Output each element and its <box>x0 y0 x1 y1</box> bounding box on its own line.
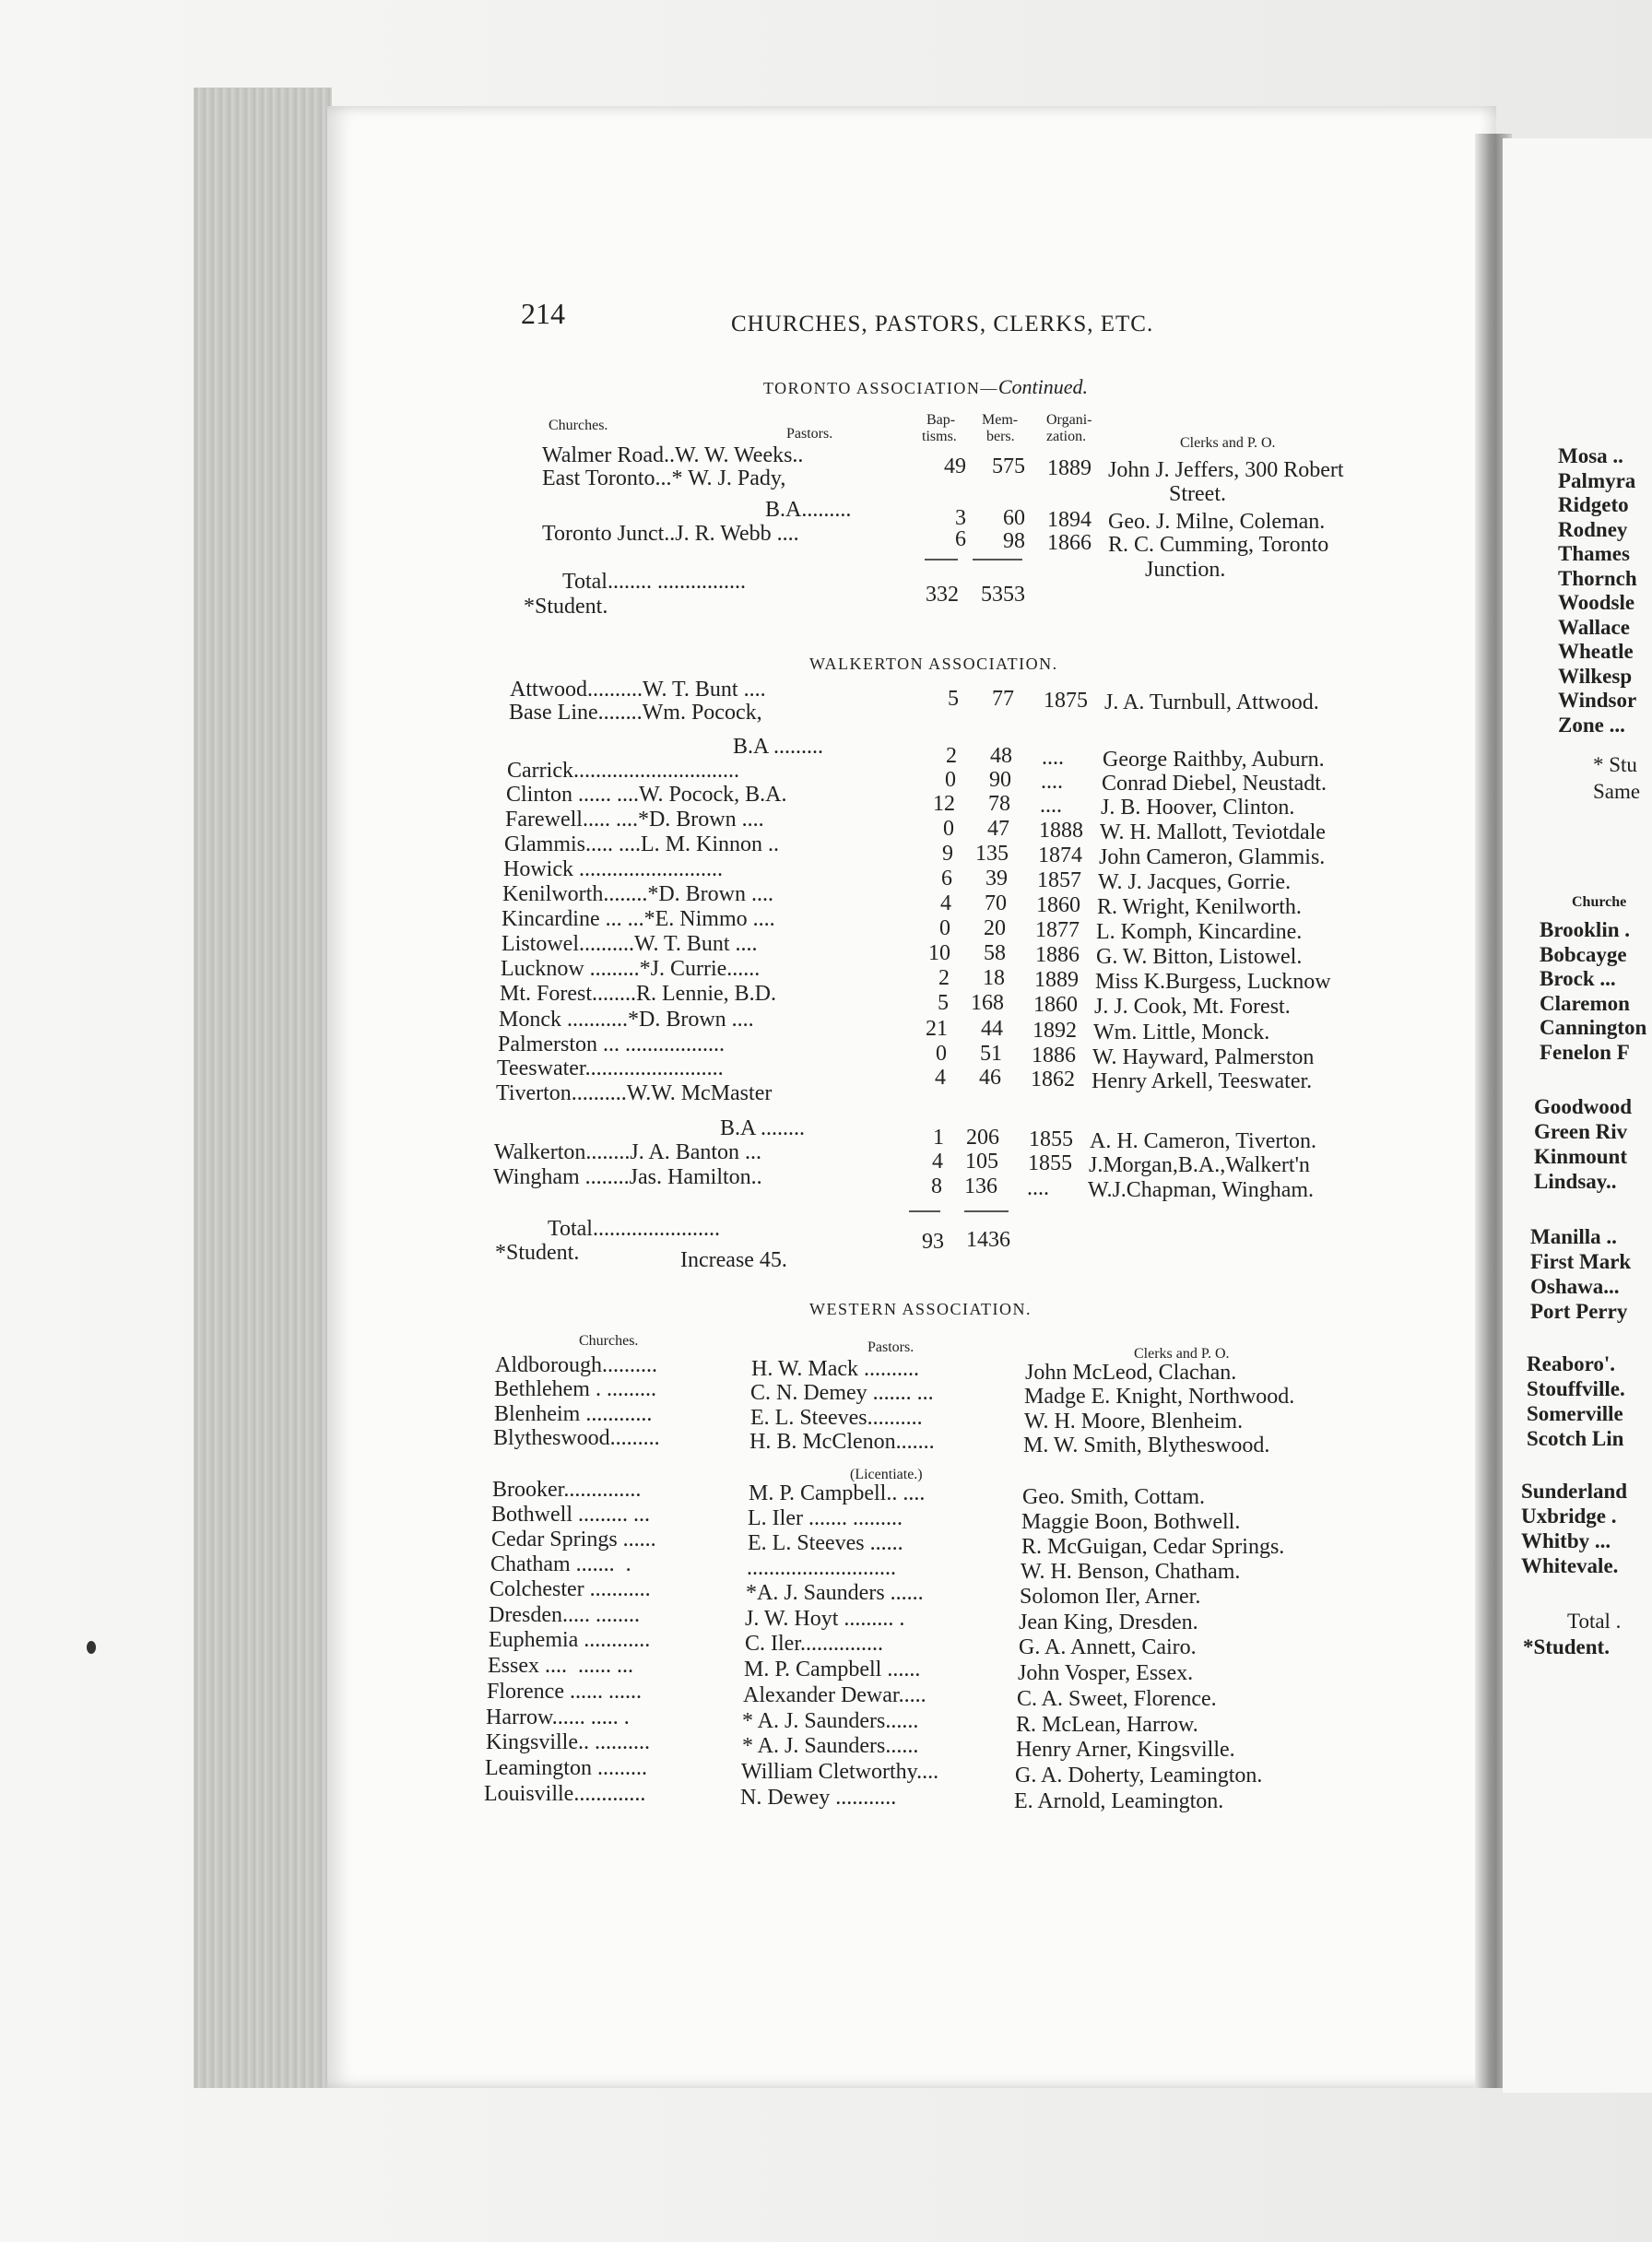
facing-list-item: Cannington <box>1540 1016 1647 1039</box>
western-pastor-cell: ........................... <box>747 1556 896 1580</box>
western-clerk-cell: W. H. Benson, Chatham. <box>1021 1560 1241 1584</box>
organization-cell: .... <box>1042 746 1064 770</box>
clerk-cell: W.J.Chapman, Wingham. <box>1088 1178 1315 1202</box>
members-cell: 18 <box>983 966 1005 990</box>
facing-list-item: Sunderland <box>1521 1480 1628 1503</box>
facing-list-item: Green Riv <box>1534 1120 1628 1143</box>
table-row: Mt. Forest........R. Lennie, B.D. <box>500 982 776 1006</box>
clerk-cell: Henry Arkell, Teeswater. <box>1092 1069 1313 1093</box>
clerk-cell: L. Komph, Kincardine. <box>1096 920 1303 944</box>
baptisms-cell: 9 <box>942 842 953 866</box>
western-clerk-cell: Geo. Smith, Cottam. <box>1022 1485 1205 1509</box>
western-church-cell: Bothwell ......... ... <box>491 1503 650 1527</box>
col-members-1: Mem- <box>982 412 1019 428</box>
page-stack-edge <box>194 88 332 2088</box>
western-pastor-cell: C. N. Demey ....... ... <box>750 1381 934 1405</box>
members-cell: 20 <box>984 916 1006 940</box>
table-row: Listowel..........W. T. Bunt .... <box>502 932 758 956</box>
western-clerk-cell: G. A. Annett, Cairo. <box>1019 1635 1197 1659</box>
organization-cell: 1886 <box>1032 1044 1076 1068</box>
baptisms-cell: 2 <box>938 966 950 990</box>
facing-list-item: Woodsle <box>1558 591 1635 614</box>
members-cell: 135 <box>975 842 1009 866</box>
western-church-cell: Harrow...... ..... . <box>486 1705 630 1729</box>
clerk-cell: W. H. Mallott, Teviotdale <box>1100 820 1326 844</box>
western-pastor-cell: J. W. Hoyt ......... . <box>745 1607 905 1631</box>
baptisms-cell: 0 <box>936 1042 947 1066</box>
western-church-cell: Cedar Springs ...... <box>491 1528 656 1552</box>
total-rule <box>909 1210 940 1212</box>
western-clerk-cell: E. Arnold, Leamington. <box>1014 1789 1224 1813</box>
baptisms-cell: 0 <box>945 768 956 792</box>
organization-cell: 1862 <box>1031 1068 1075 1092</box>
clerk-cell: Wm. Little, Monck. <box>1093 1021 1270 1044</box>
facing-list-item: Wallace <box>1558 615 1630 639</box>
facing-list-item: Goodwood <box>1534 1095 1633 1118</box>
western-clerk-cell: Solomon Iler, Arner. <box>1020 1585 1201 1609</box>
table-row: Howick .......................... <box>503 857 723 881</box>
western-pastor-cell: William Cletworthy.... <box>741 1760 939 1784</box>
western-pastor-cell: C. Iler............... <box>745 1632 883 1656</box>
facing-list-item: Lindsay.. <box>1534 1170 1617 1193</box>
baptisms-cell: 4 <box>932 1150 943 1174</box>
clerk-cell: J. A. Turnbull, Attwood. <box>1104 690 1319 714</box>
col-clerks: Clerks and P. O. <box>1180 435 1276 451</box>
western-clerk-cell: R. McGuigan, Cedar Springs. <box>1021 1535 1285 1559</box>
table-row: Walkerton........J. A. Banton ... <box>494 1140 762 1164</box>
table-row: Clinton ...... ....W. Pocock, B.A. <box>506 783 787 807</box>
clerk-cell: J.Morgan,B.A.,Walkert'n <box>1089 1153 1310 1177</box>
western-pastor-cell: H. B. McClenon....... <box>749 1430 935 1454</box>
members-cell: 77 <box>992 687 1014 711</box>
table-row: Farewell..... ....*D. Brown .... <box>505 808 764 832</box>
western-church-cell: Aldborough.......... <box>495 1353 657 1377</box>
col-baptisms-2: tisms. <box>922 429 957 444</box>
members-cell: 90 <box>989 768 1011 792</box>
members-cell: 78 <box>988 792 1010 816</box>
baptisms-cell: 0 <box>943 817 954 841</box>
clerk-cell: A. H. Cameron, Tiverton. <box>1090 1129 1316 1153</box>
western-pastor-cell: M. P. Campbell ...... <box>744 1658 921 1682</box>
organization-cell: 1857 <box>1037 868 1081 892</box>
organization-cell: 1888 <box>1039 819 1083 843</box>
members-cell: 44 <box>981 1017 1003 1041</box>
toronto-total-baptisms: 332 <box>926 583 959 607</box>
western-clerk-cell: W. H. Moore, Blenheim. <box>1024 1410 1244 1434</box>
col-baptisms-1: Bap- <box>926 412 956 428</box>
western-church-cell: Blytheswood......... <box>493 1426 660 1450</box>
western-pastor-cell: E. L. Steeves ...... <box>748 1531 903 1555</box>
western-pastor-cell: L. Iler ....... ......... <box>748 1506 903 1530</box>
western-clerk-cell: Maggie Boon, Bothwell. <box>1021 1510 1241 1534</box>
clerk-cell: George Raithby, Auburn. <box>1103 748 1325 772</box>
western-pastor-cell: M. P. Campbell.. .... <box>749 1481 926 1505</box>
members-cell: 98 <box>1003 529 1025 553</box>
toronto-total-label: Total........ ................ <box>562 570 746 594</box>
table-row: East Toronto...* W. J. Pady, <box>542 466 786 490</box>
organization-cell: .... <box>1041 770 1063 794</box>
total-rule <box>964 1210 1009 1212</box>
walkerton-total-members: 1436 <box>966 1228 1010 1252</box>
page-number: 214 <box>521 297 565 330</box>
total-rule <box>973 559 1022 560</box>
baptisms-cell: 12 <box>933 792 955 816</box>
facing-list-item: Port Perry <box>1530 1300 1628 1323</box>
baptisms-cell: 1 <box>933 1126 944 1150</box>
organization-cell: 1886 <box>1035 943 1080 967</box>
western-pastor-cell: * A. J. Saunders...... <box>742 1709 919 1733</box>
facing-list-item: Zone ... <box>1558 713 1625 737</box>
facing-list-item: Mosa .. <box>1558 444 1623 467</box>
facing-list-item: Thornch <box>1558 566 1637 590</box>
organization-cell: 1875 <box>1044 689 1088 713</box>
western-church-cell: Colchester ........... <box>490 1577 651 1601</box>
clerk-cell: J. J. Cook, Mt. Forest. <box>1094 995 1291 1019</box>
baptisms-cell: 5 <box>938 991 949 1015</box>
toronto-total-members: 5353 <box>981 583 1025 607</box>
western-pastor-cell: E. L. Steeves.......... <box>750 1406 923 1430</box>
walkerton-increase: Increase 45. <box>680 1248 787 1272</box>
table-row: Lucknow .........*J. Currie...... <box>501 957 761 981</box>
running-head: CHURCHES, PASTORS, CLERKS, ETC. <box>731 312 1154 336</box>
western-church-cell: Louisville............. <box>484 1782 646 1806</box>
western-clerk-cell: M. W. Smith, Blytheswood. <box>1023 1434 1270 1457</box>
western-church-cell: Blenheim ............ <box>494 1402 653 1426</box>
members-cell: 206 <box>966 1126 999 1150</box>
col-pastors: Pastors. <box>786 426 833 442</box>
clerk-cell: Geo. J. Milne, Coleman. <box>1108 510 1326 534</box>
facing-note: Same <box>1593 780 1641 803</box>
facing-col-churches: Churche <box>1572 894 1627 910</box>
baptisms-cell: 4 <box>940 891 951 915</box>
facing-list-item: Claremon <box>1540 991 1630 1015</box>
organization-cell: 1860 <box>1036 893 1080 917</box>
western-pastor-cell: N. Dewey ........... <box>740 1786 897 1810</box>
baptisms-cell: 0 <box>939 916 950 940</box>
scan-speck <box>87 1641 96 1654</box>
table-row: Monck ...........*D. Brown .... <box>499 1008 754 1032</box>
western-pastor-cell: * A. J. Saunders...... <box>742 1734 919 1758</box>
western-clerk-cell: Jean King, Dresden. <box>1019 1611 1198 1634</box>
col-clerks: Clerks and P. O. <box>1134 1346 1230 1362</box>
organization-cell: 1874 <box>1038 844 1082 867</box>
clerk-cell: Miss K.Burgess, Lucknow <box>1095 970 1331 994</box>
western-clerk-cell: John Vosper, Essex. <box>1018 1661 1194 1685</box>
toronto-heading: TORONTO ASSOCIATION—Continued. <box>763 375 1089 398</box>
table-row: B.A......... <box>765 498 852 522</box>
clerk-cell: Conrad Diebel, Neustadt. <box>1102 772 1327 796</box>
col-organization-1: Organi- <box>1046 412 1092 428</box>
facing-list-item: Ridgeto <box>1558 493 1629 516</box>
clerk-continuation: Junction. <box>1145 558 1226 582</box>
western-church-cell: Kingsville.. .......... <box>486 1730 650 1754</box>
members-cell: 39 <box>985 867 1008 891</box>
members-cell: 105 <box>965 1150 998 1174</box>
western-church-cell: Brooker.............. <box>492 1478 642 1502</box>
baptisms-cell: 21 <box>926 1017 948 1041</box>
western-pastor-cell: H. W. Mack .......... <box>751 1357 919 1381</box>
table-row: B.A ......... <box>733 735 824 759</box>
table-row: Toronto Junct..J. R. Webb .... <box>542 522 799 546</box>
table-row: Attwood..........W. T. Bunt .... <box>510 678 766 702</box>
western-heading: WESTERN ASSOCIATION. <box>809 1300 1032 1318</box>
organization-cell: 1855 <box>1028 1151 1072 1175</box>
baptisms-cell: 5 <box>948 687 959 711</box>
col-pastors: Pastors. <box>867 1339 914 1355</box>
western-church-cell: Leamington ......... <box>485 1756 647 1780</box>
toronto-student-note: *Student. <box>524 595 608 619</box>
table-row: B.A ........ <box>720 1116 806 1140</box>
organization-cell: 1877 <box>1035 918 1080 942</box>
table-row: Kincardine ... ...*E. Nimmo .... <box>502 907 775 931</box>
baptisms-cell: 6 <box>955 527 966 551</box>
organization-cell: 1892 <box>1032 1019 1077 1043</box>
facing-list-item: Whitby ... <box>1521 1529 1611 1552</box>
western-church-cell: Bethlehem . ......... <box>494 1377 656 1401</box>
baptisms-cell: 4 <box>935 1066 946 1090</box>
organization-cell: 1855 <box>1029 1127 1073 1151</box>
baptisms-cell: 2 <box>946 744 957 768</box>
organization-cell: 1889 <box>1047 456 1092 480</box>
members-cell: 48 <box>990 744 1012 768</box>
members-cell: 136 <box>964 1174 997 1198</box>
facing-list-item: Oshawa... <box>1530 1275 1620 1298</box>
facing-list-item: Manilla .. <box>1530 1225 1617 1248</box>
organization-cell: 1866 <box>1047 531 1092 555</box>
licentiate-note: (Licentiate.) <box>850 1467 923 1482</box>
table-row: Teeswater......................... <box>497 1056 724 1080</box>
facing-list-item: Stouffville. <box>1527 1377 1625 1400</box>
walkerton-total-label: Total....................... <box>548 1217 720 1241</box>
clerk-cell: John J. Jeffers, 300 Robert <box>1108 458 1344 482</box>
walkerton-student-note: *Student. <box>495 1241 580 1265</box>
table-row: Wingham ........Jas. Hamilton.. <box>493 1165 762 1189</box>
baptisms-cell: 10 <box>928 941 950 965</box>
members-cell: 58 <box>984 941 1006 965</box>
organization-cell: .... <box>1040 794 1062 818</box>
clerk-cell: John Cameron, Glammis. <box>1099 845 1326 869</box>
facing-note: * Stu <box>1593 753 1637 776</box>
facing-list-item: Reaboro'. <box>1527 1352 1616 1375</box>
facing-list-item: Wilkesp <box>1558 664 1633 688</box>
western-clerk-cell: R. McLean, Harrow. <box>1016 1713 1198 1737</box>
western-clerk-cell: C. A. Sweet, Florence. <box>1017 1687 1217 1711</box>
members-cell: 168 <box>971 991 1004 1015</box>
facing-list-item: Brock ... <box>1540 967 1616 990</box>
facing-list-item: Whitevale. <box>1521 1554 1619 1577</box>
facing-student-note: *Student. <box>1523 1635 1610 1658</box>
walkerton-total-baptisms: 93 <box>922 1230 944 1254</box>
western-clerk-cell: Henry Arner, Kingsville. <box>1016 1738 1235 1762</box>
col-organization-2: zation. <box>1046 429 1087 444</box>
facing-list-item: Scotch Lin <box>1527 1427 1624 1450</box>
baptisms-cell: 6 <box>941 867 952 891</box>
baptisms-cell: 49 <box>944 454 966 478</box>
facing-list-item: Somerville <box>1527 1402 1623 1425</box>
western-church-cell: Euphemia ............ <box>489 1628 651 1652</box>
facing-list-item: Bobcayge <box>1540 942 1627 966</box>
members-cell: 46 <box>979 1066 1001 1090</box>
clerk-cell: R. C. Cumming, Toronto <box>1108 533 1329 557</box>
table-row: Carrick.............................. <box>507 759 739 783</box>
facing-list-item: Wheatle <box>1558 640 1634 663</box>
facing-list-item: First Mark <box>1530 1250 1632 1273</box>
western-pastor-cell: Alexander Dewar..... <box>743 1683 926 1707</box>
facing-list-item: Rodney <box>1558 517 1628 541</box>
members-cell: 47 <box>987 817 1009 841</box>
facing-list-item: Uxbridge . <box>1521 1504 1617 1528</box>
western-clerk-cell: Madge E. Knight, Northwood. <box>1024 1385 1295 1409</box>
western-church-cell: Chatham ....... . <box>490 1552 631 1576</box>
western-clerk-cell: John McLeod, Clachan. <box>1025 1361 1237 1385</box>
clerk-cell: W. J. Jacques, Gorrie. <box>1098 870 1292 894</box>
members-cell: 575 <box>992 454 1025 478</box>
organization-cell: 1894 <box>1047 508 1092 532</box>
members-cell: 51 <box>980 1042 1002 1066</box>
facing-list-item: Palmyra <box>1558 468 1636 492</box>
western-church-cell: Dresden..... ........ <box>489 1603 640 1627</box>
table-row: Base Line........Wm. Pocock, <box>509 701 762 725</box>
table-row: Palmerston ... .................. <box>498 1032 725 1056</box>
facing-list-item: Windsor <box>1558 689 1637 712</box>
table-row: Tiverton..........W.W. McMaster <box>496 1081 773 1105</box>
members-cell: 60 <box>1003 506 1025 530</box>
baptisms-cell: 8 <box>931 1174 942 1198</box>
organization-cell: .... <box>1027 1176 1049 1200</box>
clerk-cell: J. B. Hoover, Clinton. <box>1101 796 1295 820</box>
clerk-cell: R. Wright, Kenilworth. <box>1097 895 1302 919</box>
western-clerk-cell: G. A. Doherty, Leamington. <box>1015 1764 1263 1788</box>
facing-list-item: Thames <box>1558 542 1630 565</box>
facing-list-item: Kinmount <box>1534 1145 1627 1168</box>
western-church-cell: Essex .... ...... ... <box>488 1654 633 1678</box>
table-row: Glammis..... ....L. M. Kinnon .. <box>504 832 779 856</box>
facing-list-item: Fenelon F <box>1540 1040 1630 1064</box>
walkerton-heading: WALKERTON ASSOCIATION. <box>809 655 1058 673</box>
col-members-2: bers. <box>986 429 1015 444</box>
total-rule <box>925 559 958 560</box>
organization-cell: 1889 <box>1034 968 1079 992</box>
col-churches: Churches. <box>549 418 608 433</box>
facing-total: Total . <box>1567 1610 1622 1633</box>
baptisms-cell: 3 <box>955 506 966 530</box>
clerk-continuation: Street. <box>1169 482 1226 506</box>
organization-cell: 1860 <box>1033 993 1078 1017</box>
clerk-cell: G. W. Bitton, Listowel. <box>1096 945 1303 969</box>
facing-list-item: Brooklin . <box>1540 918 1630 941</box>
members-cell: 70 <box>985 891 1007 915</box>
col-churches: Churches. <box>579 1333 639 1349</box>
table-row: Walmer Road..W. W. Weeks.. <box>542 443 804 467</box>
western-pastor-cell: *A. J. Saunders ...... <box>746 1581 924 1605</box>
table-row: Kenilworth........*D. Brown .... <box>502 882 773 906</box>
clerk-cell: W. Hayward, Palmerston <box>1092 1045 1315 1069</box>
western-church-cell: Florence ...... ...... <box>487 1680 642 1704</box>
